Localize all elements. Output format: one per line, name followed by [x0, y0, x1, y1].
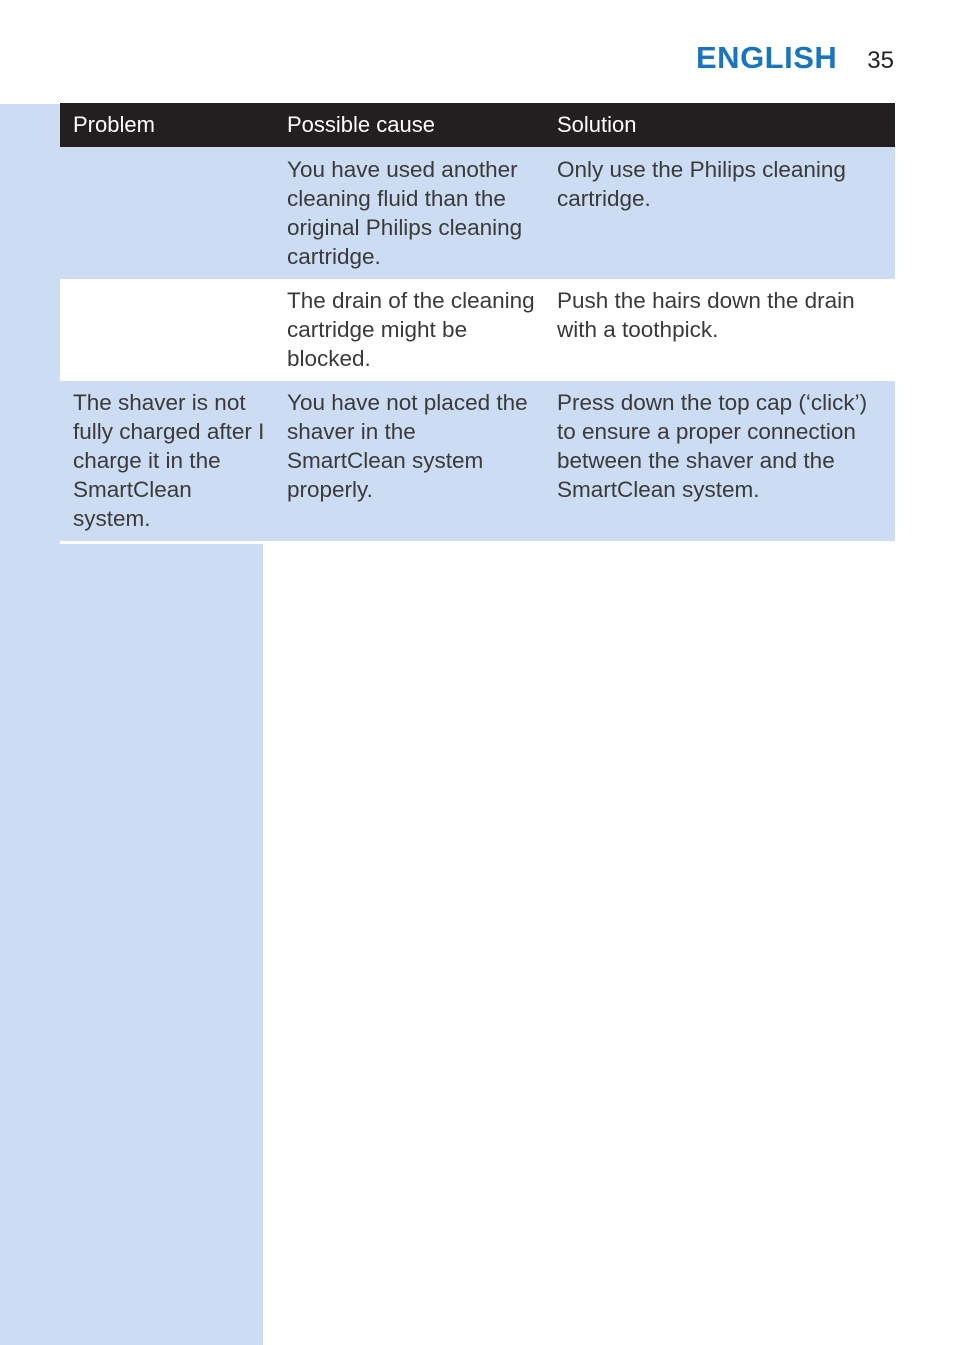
problem-cell [60, 279, 275, 381]
troubleshooting-table-wrapper [60, 103, 895, 544]
solution-cell: Push the hairs down the drain with a toothpick. [545, 279, 895, 381]
cause-cell: The drain of the cleaning cartridge might be blocked. [275, 279, 545, 381]
solution-cell: Only use the Philips cleaning cartridge. [545, 147, 895, 279]
page-number: 35 [867, 47, 894, 74]
language-label: ENGLISH [696, 40, 838, 75]
page-header [696, 40, 894, 76]
table-row [60, 381, 895, 541]
cause-cell: You have not placed the shaver in the SmartClean system properly. [275, 381, 545, 541]
column-header-possible-cause: Possible cause [275, 103, 545, 147]
solution-cell: Press down the top cap (‘click’) to ensure a proper connection between the shaver and the SmartClean system. [545, 381, 895, 541]
table-row [60, 279, 895, 381]
cause-cell: You have used another cleaning fluid than the original Philips cleaning cartridge. [275, 147, 545, 279]
troubleshooting-table [60, 103, 895, 541]
problem-cell [60, 147, 275, 279]
column-header-solution: Solution [545, 103, 895, 147]
table-header-row [60, 103, 895, 147]
table-row [60, 147, 895, 279]
problem-cell: The shaver is not fully charged after I charge it in the SmartClean system. [60, 381, 275, 541]
column-header-problem: Problem [60, 103, 275, 147]
